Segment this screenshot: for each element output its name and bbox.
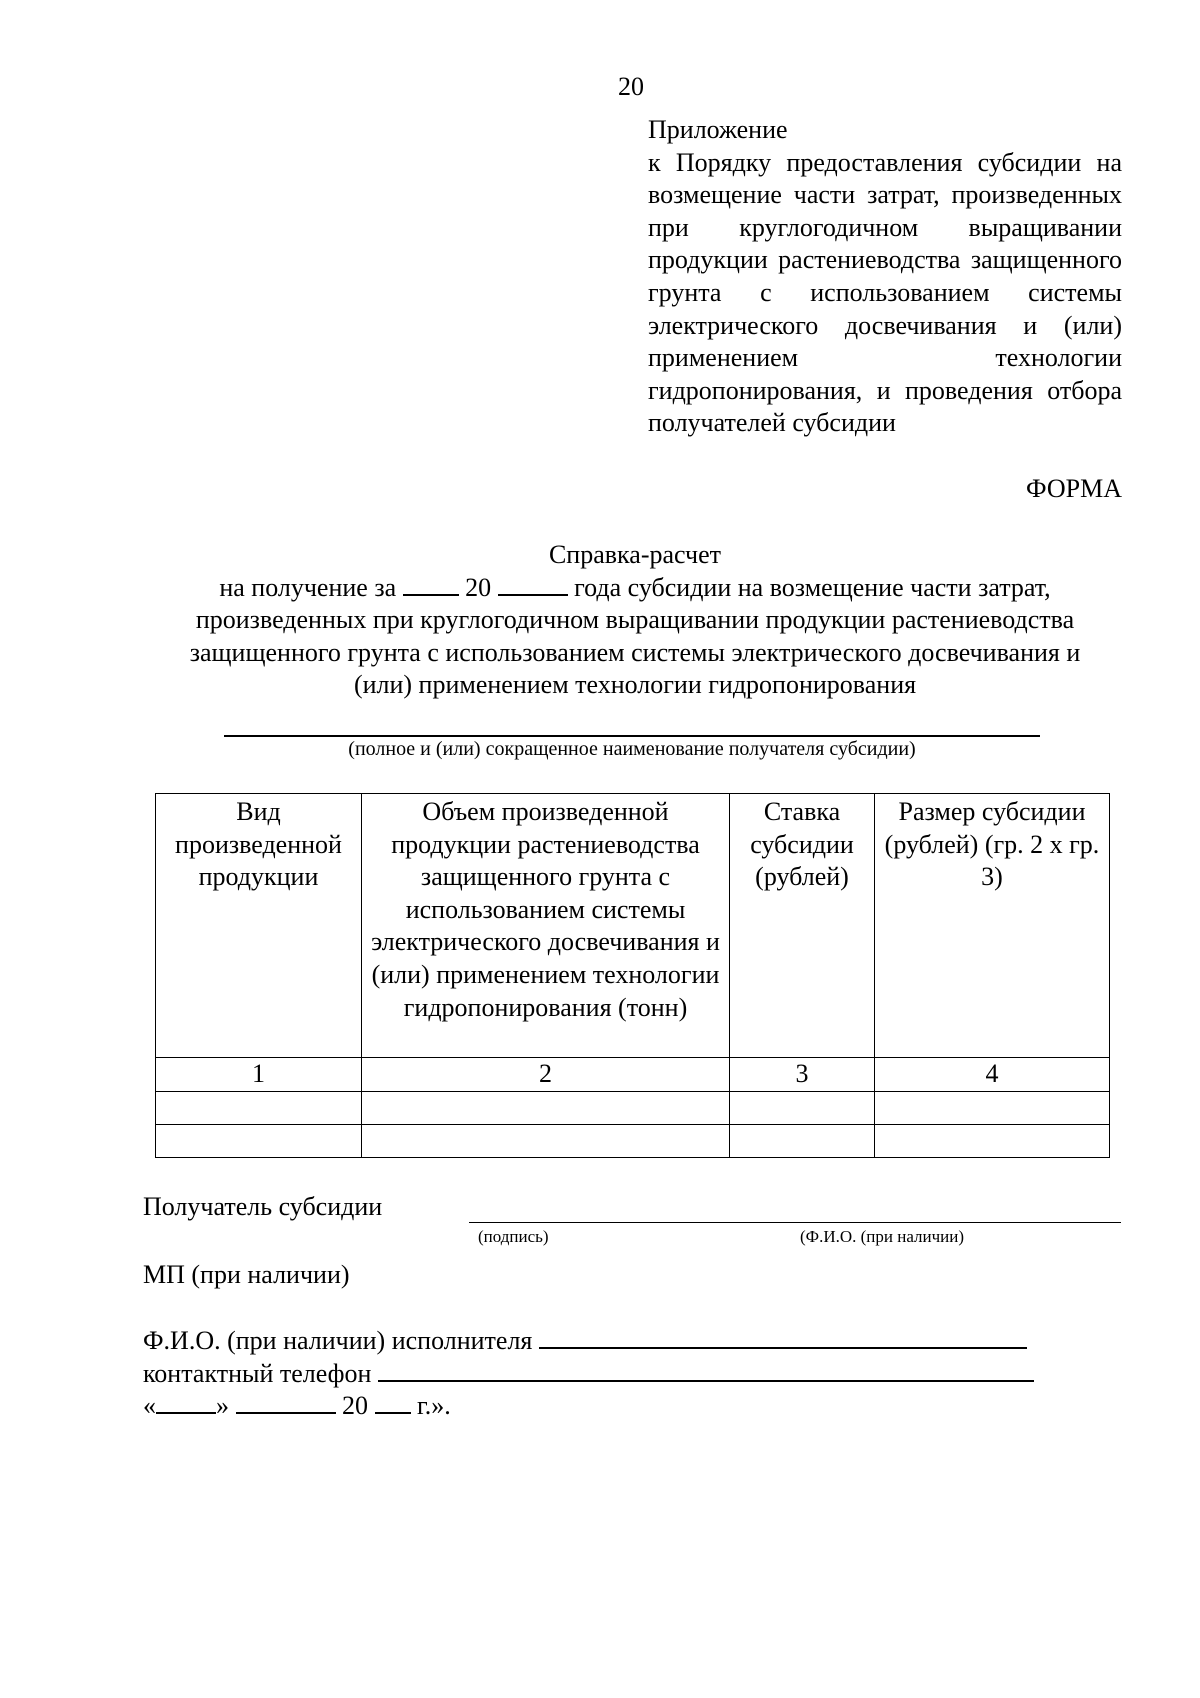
appendix-block [648, 114, 1122, 440]
recipient-signature-label: Получатель субсидии [143, 1192, 383, 1221]
header-subsidy-amount: Размер субсидии (рублей) (гр. 2 х гр. 3) [875, 794, 1110, 1058]
column-number: 1 [156, 1058, 362, 1092]
title-year-prefix: 20 [465, 572, 492, 602]
executor-name-row [143, 1325, 1034, 1358]
title-line-2: произведенных при круглогодичном выращивании продукции растениеводства [195, 605, 1075, 635]
header-subsidy-rate: Ставка субсидии (рублей) [730, 794, 875, 1058]
date-month-blank[interactable] [236, 1392, 336, 1414]
table-row [156, 1124, 1110, 1157]
period-blank[interactable] [403, 574, 459, 596]
table-cell[interactable] [362, 1091, 730, 1124]
appendix-heading: Приложение [648, 115, 788, 144]
title-line-3: защищенного грунта с использованием системы электрического досвечивания и [189, 637, 1081, 667]
executor-phone-label: контактный телефон [143, 1358, 372, 1388]
column-number: 4 [875, 1058, 1110, 1092]
signature-name-caption: (Ф.И.О. (при наличии) [800, 1227, 965, 1246]
table-cell[interactable] [156, 1124, 362, 1157]
calculation-table [155, 793, 1110, 1158]
executor-phone-blank[interactable] [378, 1360, 1034, 1382]
date-close-quote: » [216, 1391, 229, 1421]
date-year-prefix: 20 [342, 1391, 368, 1421]
executor-phone-row [143, 1358, 1034, 1391]
table-cell[interactable] [362, 1124, 730, 1157]
date-open-quote: « [143, 1391, 156, 1421]
document-title [120, 539, 1150, 702]
column-number: 2 [362, 1058, 730, 1092]
header-production-volume: Объем произведенной продукции растениеводства защищенного грунта с использованием системы электрического досвечивания и (или) применением технологии гидропонирования (тонн) [362, 794, 730, 1058]
title-line-1-prefix: на получение за [219, 572, 397, 602]
table-cell[interactable] [875, 1124, 1110, 1157]
date-day-blank[interactable] [156, 1392, 216, 1414]
form-label: ФОРМА [1026, 474, 1122, 503]
title-heading: Справка-расчет [548, 540, 722, 569]
page-number: 20 [618, 72, 644, 101]
table-cell[interactable] [156, 1091, 362, 1124]
date-year-blank[interactable] [375, 1392, 411, 1414]
title-line-1 [120, 572, 1150, 605]
signature-line[interactable] [469, 1222, 1121, 1223]
executor-name-blank[interactable] [539, 1327, 1027, 1349]
stamp-label: МП (при наличии) [143, 1260, 350, 1289]
executor-date-row [143, 1390, 1034, 1423]
date-suffix: г.». [417, 1391, 451, 1421]
table-header-row [156, 794, 1110, 1058]
table-cell[interactable] [730, 1091, 875, 1124]
table-cell[interactable] [730, 1124, 875, 1157]
title-line-1-suffix: года субсидии на возмещение части затрат, [574, 572, 1051, 602]
table-cell[interactable] [875, 1091, 1110, 1124]
table-row [156, 1091, 1110, 1124]
recipient-name-caption: (полное и (или) сокращенное наименование получателя субсидии) [348, 738, 916, 760]
executor-name-label: Ф.И.О. (при наличии) исполнителя [143, 1326, 533, 1355]
executor-block [143, 1325, 1034, 1423]
title-line-4: (или) применением технологии гидропонирования [353, 670, 917, 700]
header-product-type: Вид произведенной продукции [156, 794, 362, 1058]
table-column-numbers-row [156, 1058, 1110, 1092]
signature-caption: (подпись) [478, 1227, 549, 1246]
column-number: 3 [730, 1058, 875, 1092]
year-blank[interactable] [498, 574, 568, 596]
appendix-text: к Порядку предоставления субсидии на возмещение части затрат, произведенных при круглогодичном выращивании продукции растениеводства защищенного грунта с использованием системы электрического досвечивания и (или) применением технологии гидропонирования, и проведения отбора получателей субсидии [648, 147, 1122, 438]
